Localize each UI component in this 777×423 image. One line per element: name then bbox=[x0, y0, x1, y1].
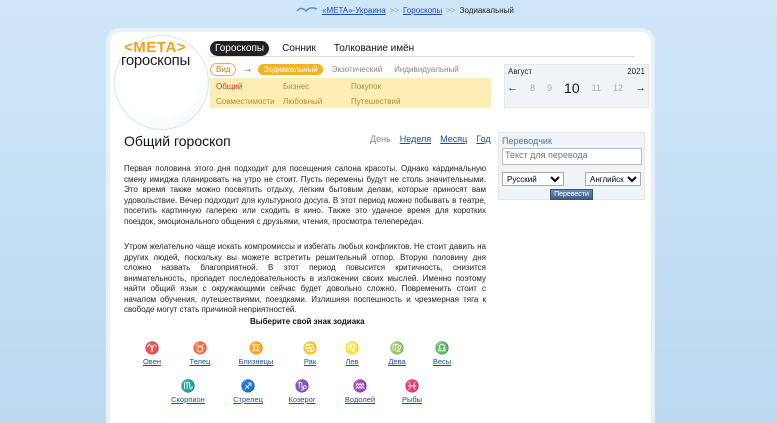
calendar-next-arrow-icon[interactable]: → bbox=[634, 82, 646, 94]
category-compatibility[interactable]: Совместимости bbox=[216, 97, 275, 106]
zodiac-sign-label[interactable]: Овен bbox=[142, 357, 162, 366]
period-year[interactable]: Год bbox=[476, 134, 491, 144]
target-language-select[interactable] bbox=[585, 172, 641, 186]
logo-title: гороскопы bbox=[121, 52, 190, 69]
type-zodiac[interactable]: Зодиакальный bbox=[258, 64, 322, 75]
horoscope-categories bbox=[210, 78, 491, 108]
capricorn-icon: ♑ bbox=[294, 379, 310, 393]
category-business[interactable]: Бизнес bbox=[283, 82, 310, 91]
date-calendar bbox=[504, 64, 649, 108]
translate-button[interactable]: Перевести bbox=[550, 189, 593, 200]
zodiac-sign-link[interactable] bbox=[132, 342, 172, 367]
type-individual[interactable]: Индивидуальный bbox=[394, 65, 459, 74]
site-logo[interactable] bbox=[114, 35, 209, 107]
horoscope-types bbox=[210, 63, 462, 76]
nav-divider bbox=[210, 56, 635, 57]
translator-title: Переводчик bbox=[502, 136, 552, 146]
breadcrumb-separator: >> bbox=[389, 5, 399, 15]
category-shopping[interactable]: Покупок bbox=[351, 82, 382, 91]
calendar-month: Август bbox=[508, 67, 533, 76]
zodiac-sign-label[interactable]: Весы bbox=[432, 357, 452, 366]
calendar-day[interactable]: 8 bbox=[530, 83, 536, 93]
zodiac-heading: Выберите свой знак зодиака bbox=[250, 317, 365, 326]
category-empty bbox=[429, 80, 495, 95]
calendar-day[interactable]: 11 bbox=[591, 83, 601, 93]
calendar-day[interactable]: 12 bbox=[612, 83, 623, 93]
zodiac-sign-label[interactable]: Козерог bbox=[288, 395, 316, 404]
zodiac-sign-label[interactable]: Близнецы bbox=[238, 357, 274, 366]
zodiac-sign-label[interactable]: Рыбы bbox=[401, 395, 423, 404]
logo-brand: <МЕТА> bbox=[124, 39, 187, 56]
breadcrumb-link-meta[interactable]: «META»-Украина bbox=[322, 5, 386, 15]
breadcrumb-link-horoscopes[interactable]: Гороскопы bbox=[403, 5, 443, 15]
category-empty bbox=[429, 95, 495, 110]
category-general[interactable]: Общий bbox=[216, 82, 243, 91]
breadcrumb-separator: >> bbox=[446, 5, 456, 15]
zodiac-sign-link[interactable] bbox=[392, 380, 432, 405]
page-title: Общий гороскоп bbox=[124, 133, 231, 149]
zodiac-sign-label[interactable]: Лев bbox=[345, 357, 359, 366]
period-month[interactable]: Месяц bbox=[440, 134, 468, 144]
content-panel bbox=[110, 32, 651, 423]
breadcrumb bbox=[296, 5, 514, 15]
zodiac-sign-link[interactable] bbox=[422, 342, 462, 367]
zodiac-sign-label[interactable]: Дева bbox=[388, 357, 406, 366]
zodiac-sign-link[interactable] bbox=[236, 342, 276, 367]
type-label: Вид bbox=[210, 63, 236, 76]
category-travel[interactable]: Путешествий bbox=[351, 97, 401, 106]
zodiac-sign-link[interactable] bbox=[168, 380, 208, 405]
horoscope-paragraph-1: Первая половина этого дня подходит для посещения салона красоты. Однако кардинальную смену имиджа планировать на утро не стоит. Пусть перемены будут не столь значительными. Это время также можно посвятить отдыху, легким бытовым делам, которые приносят вам удовольствие. Вечер подходит для культурного досуга. В этот период можно побывать в театре, посетить картинную галерею или сходить в кино. Также это удачное время для коротких поездок, эмоционального общения с друзьями, чтения, просмотра телепередач. bbox=[124, 164, 486, 226]
translate-input[interactable] bbox=[502, 148, 642, 165]
zodiac-sign-label[interactable]: Скорпион bbox=[171, 395, 205, 404]
period-selector bbox=[370, 134, 491, 144]
translator-widget bbox=[498, 132, 645, 200]
virgo-icon: ♍ bbox=[389, 341, 405, 355]
source-language-select[interactable] bbox=[502, 172, 564, 186]
main-nav bbox=[210, 41, 419, 56]
zodiac-sign-label[interactable]: Рак bbox=[303, 357, 317, 366]
calendar-day[interactable]: 9 bbox=[547, 83, 553, 93]
arrow-right-icon: → bbox=[242, 64, 253, 75]
zodiac-sign-link[interactable] bbox=[332, 342, 372, 367]
breadcrumb-current: Зодиакальный bbox=[459, 5, 514, 15]
zodiac-sign-label[interactable]: Водолей bbox=[344, 395, 376, 404]
tab-horoscopes[interactable]: Гороскопы bbox=[210, 41, 269, 56]
type-exotic[interactable]: Экзотический bbox=[331, 65, 383, 74]
bird-icon bbox=[296, 5, 318, 15]
period-day[interactable]: День bbox=[370, 134, 391, 144]
cancer-icon: ♋ bbox=[302, 341, 318, 355]
zodiac-sign-link[interactable] bbox=[282, 380, 322, 405]
calendar-day-selected[interactable]: 10 bbox=[564, 80, 580, 96]
calendar-year: 2021 bbox=[627, 67, 645, 76]
zodiac-sign-link[interactable] bbox=[377, 342, 417, 367]
leo-icon: ♌ bbox=[344, 341, 360, 355]
gemini-icon: ♊ bbox=[248, 341, 264, 355]
horoscope-paragraph-2: Утром желательно чаще искать компромиссы и избегать любых конфликтов. Не стоит давить на других людей, поскольку вы можете встретить решительный отпор. Вторую половину дня сложно назвать благоприятной. В этот период повысится критичность, снизится внимательность, пропадет последовательность в изложении своих мыслей. Именно поэтому найти общий язык с окружающими сейчас будет довольно сложно. Повременить стоит с началом обучения, путешествиями, поездками. Излишняя поспешность и чрезмерная тяга к свободе могут стать причиной неприятностей. bbox=[124, 242, 486, 314]
aries-icon: ♈ bbox=[144, 341, 160, 355]
zodiac-sign-link[interactable] bbox=[228, 380, 268, 405]
tab-dream-book[interactable]: Сонник bbox=[282, 43, 316, 54]
zodiac-sign-label[interactable]: Стрелец bbox=[233, 395, 263, 404]
taurus-icon: ♉ bbox=[192, 341, 208, 355]
scorpio-icon: ♏ bbox=[180, 379, 196, 393]
period-week[interactable]: Неделя bbox=[399, 134, 432, 144]
pisces-icon: ♓ bbox=[404, 379, 420, 393]
calendar-prev-arrow-icon[interactable]: ← bbox=[507, 82, 518, 94]
category-love[interactable]: Любовный bbox=[283, 97, 323, 106]
sagittarius-icon: ♐ bbox=[240, 379, 256, 393]
libra-icon: ♎ bbox=[434, 341, 450, 355]
zodiac-sign-link[interactable] bbox=[290, 342, 330, 367]
zodiac-sign-link[interactable] bbox=[180, 342, 220, 367]
zodiac-sign-label[interactable]: Телец bbox=[189, 357, 211, 366]
aquarius-icon: ♒ bbox=[352, 379, 368, 393]
zodiac-sign-link[interactable] bbox=[340, 380, 380, 405]
tab-names[interactable]: Толкование имён bbox=[333, 43, 415, 54]
